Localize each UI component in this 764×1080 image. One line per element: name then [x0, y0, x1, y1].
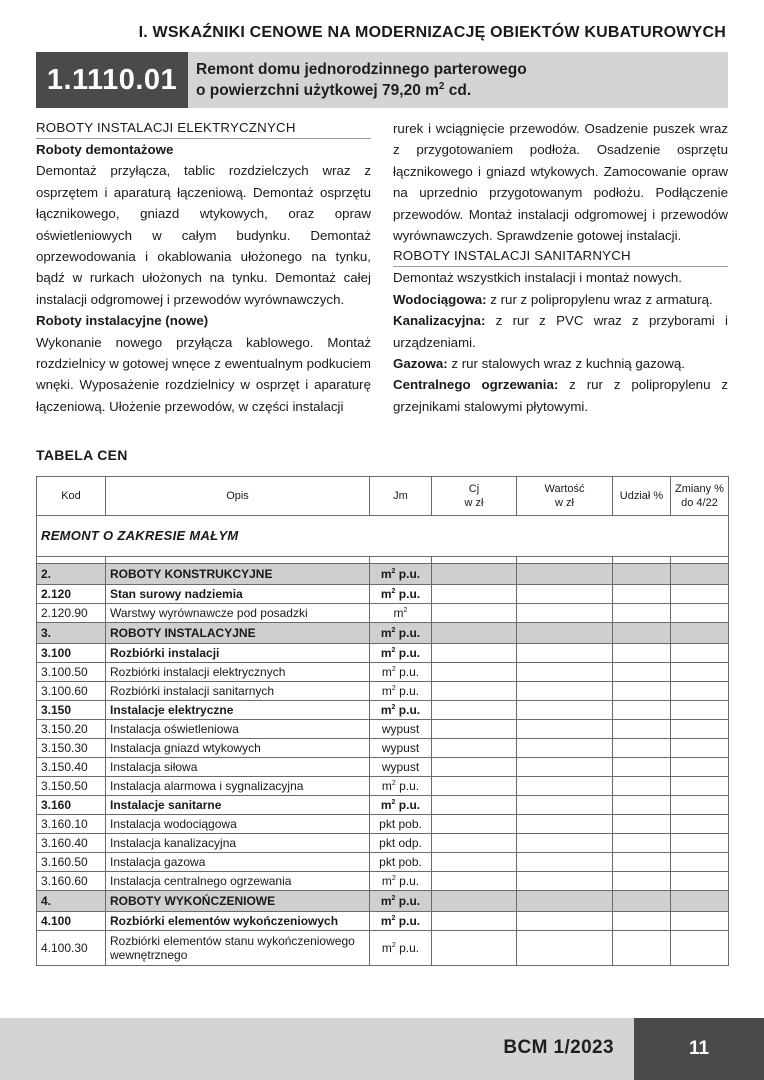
cell-opis: Instalacja gazowa	[106, 853, 370, 872]
table-row	[37, 644, 729, 663]
section-title: REMONT O ZAKRESIE MAŁYM	[37, 516, 729, 557]
cell-cj	[432, 834, 517, 853]
cell-jm	[370, 815, 432, 834]
cell-udzial	[613, 872, 671, 891]
cell-zmiany	[671, 796, 729, 815]
paragraph-demolition: Demontaż przyłącza, tablic rozdzielczych wraz z osprzętem i aparaturą łączeniową. Demontaż osprzętu łącznikowego, gniazd wtykowych, oraz opraw oświetleniowych w całym budynku. Demontaż oprzewodowania i okablowania ułożonego na tynku, bądź w rurkach ułożonych na tynku. Demontaż całej instalacji odgromowej i przewodów wyrównawczych.	[36, 163, 371, 307]
cell-wartosc	[517, 585, 613, 604]
cell-udzial	[613, 663, 671, 682]
unit-text: m	[381, 665, 392, 679]
table-row	[37, 796, 729, 815]
cell-cj	[432, 853, 517, 872]
unit-suffix: p.u.	[395, 914, 421, 928]
price-table-body	[37, 516, 729, 966]
table-row	[37, 891, 729, 912]
cell-udzial	[613, 682, 671, 701]
section-heading-electrical: ROBOTY INSTALACJI ELEKTRYCZNYCH	[36, 118, 371, 139]
header-band	[36, 52, 728, 108]
cell-cj	[432, 585, 517, 604]
cell-udzial	[613, 758, 671, 777]
unit-text: m	[380, 703, 392, 717]
cell-cj	[432, 739, 517, 758]
cell-zmiany	[671, 604, 729, 623]
cell-jm	[370, 872, 432, 891]
table-row	[37, 739, 729, 758]
subheading-demolition: Roboty demontażowe	[36, 142, 174, 157]
table-row	[37, 720, 729, 739]
cell-wartosc	[517, 853, 613, 872]
cell-opis: Rozbiórki instalacji elektrycznych	[106, 663, 370, 682]
cell-zmiany	[671, 891, 729, 912]
unit-sup: 2	[391, 568, 396, 575]
unit-text: m	[380, 626, 392, 640]
cell-kod: 3.150.20	[37, 720, 106, 739]
cell-cj	[432, 663, 517, 682]
cell-zmiany	[671, 777, 729, 796]
page-number: 11	[634, 1018, 764, 1080]
table-row	[37, 758, 729, 777]
cell-zmiany	[671, 663, 729, 682]
unit-text: m	[380, 587, 392, 601]
cell-zmiany	[671, 912, 729, 931]
cell-wartosc	[517, 758, 613, 777]
cell-udzial	[613, 720, 671, 739]
paragraph-continuation: rurek i wciągnięcie przewodów. Osadzenie puszek wraz z przygotowaniem podłoża. Osadzenie osprzętu łącznikowego i gniazd wtykowych. Zamocowanie opraw na uprzednio przygotowanym podłożu. Podłączenie przewodów. Montaż instalacji odgromowej i przewodów wyrównawczych. Sprawdzenie gotowej instalacji.	[393, 121, 728, 244]
cell-zmiany	[671, 931, 729, 966]
cell-udzial	[613, 891, 671, 912]
cell-opis: ROBOTY WYKOŃCZENIOWE	[106, 891, 370, 912]
cell-wartosc	[517, 777, 613, 796]
cell-jm	[370, 720, 432, 739]
unit-sup: 2	[391, 588, 396, 595]
unit-text: m	[380, 798, 392, 812]
cell-kod: 3.160.60	[37, 872, 106, 891]
cell-zmiany	[671, 564, 729, 585]
table-row	[37, 564, 729, 585]
header-jm: Jm	[370, 477, 432, 516]
cell-opis: Instalacja kanalizacyjna	[106, 834, 370, 853]
table-row	[37, 585, 729, 604]
cell-wartosc	[517, 701, 613, 720]
cell-udzial	[613, 815, 671, 834]
sanitary-item-label: Kanalizacyjna:	[393, 313, 486, 329]
cell-kod: 3.150	[37, 701, 106, 720]
cell-zmiany	[671, 720, 729, 739]
table-row	[37, 604, 729, 623]
footer-band	[0, 1018, 634, 1080]
header-title-sup: 2	[438, 80, 445, 92]
header-zmiany: Zmiany % do 4/22	[671, 477, 729, 516]
cell-opis: Rozbiórki elementów wykończeniowych	[106, 912, 370, 931]
cell-udzial	[613, 739, 671, 758]
cell-opis: Instalacja centralnego ogrzewania	[106, 872, 370, 891]
cell-wartosc	[517, 815, 613, 834]
table-row	[37, 682, 729, 701]
unit-sup: 2	[391, 942, 396, 949]
header-opis: Opis	[106, 477, 370, 516]
unit-suffix: p.u.	[395, 587, 421, 601]
cell-cj	[432, 644, 517, 663]
table-spacer-row	[37, 557, 729, 564]
unit-text: wypust	[381, 722, 420, 736]
unit-text: m	[380, 914, 392, 928]
cell-cj	[432, 796, 517, 815]
cell-kod: 3.160.50	[37, 853, 106, 872]
cell-opis: Instalacja alarmowa i sygnalizacyjna	[106, 777, 370, 796]
cell-kod: 2.120	[37, 585, 106, 604]
unit-suffix: p.u.	[395, 874, 420, 888]
cell-jm	[370, 777, 432, 796]
cell-opis: Instalacja oświetleniowa	[106, 720, 370, 739]
cell-wartosc	[517, 872, 613, 891]
unit-suffix: p.u.	[395, 779, 420, 793]
unit-text: m	[381, 874, 392, 888]
table-row	[37, 777, 729, 796]
cell-zmiany	[671, 623, 729, 644]
unit-suffix: p.u.	[395, 646, 421, 660]
paragraph-sanitary: Demontaż wszystkich instalacji i montaż nowych.	[393, 270, 682, 286]
cell-jm	[370, 931, 432, 966]
unit-text: m	[380, 646, 392, 660]
table-section-row	[37, 516, 729, 557]
unit-text: wypust	[381, 741, 420, 755]
header-title-line2: o powierzchni użytkowej 79,20 m	[196, 82, 439, 99]
cell-kod: 4.	[37, 891, 106, 912]
table-header-row	[37, 477, 729, 516]
cell-jm	[370, 912, 432, 931]
unit-sup: 2	[391, 780, 396, 787]
table-row	[37, 815, 729, 834]
sanitary-item-text: z rur z PVC wraz z przyborami i urządzeniami.	[393, 313, 728, 350]
unit-text: m	[380, 894, 392, 908]
cell-zmiany	[671, 834, 729, 853]
cell-kod: 2.120.90	[37, 604, 106, 623]
sanitary-item-label: Centralnego ogrzewania:	[393, 377, 559, 393]
header-cj: Cj w zł	[432, 477, 517, 516]
table-row	[37, 834, 729, 853]
cell-udzial	[613, 585, 671, 604]
unit-sup: 2	[391, 915, 396, 922]
cell-zmiany	[671, 701, 729, 720]
paragraph-installation: Wykonanie nowego przyłącza kablowego. Montaż rozdzielnicy w gotowej wnęce z ewentualnym podkuciem wnęki. Wyposażenie rozdzielnicy w osprzęt i aparaturę łączeniową. Ułożenie przewodów, w części instalacji	[36, 334, 371, 414]
cell-udzial	[613, 931, 671, 966]
cell-wartosc	[517, 891, 613, 912]
cell-wartosc	[517, 663, 613, 682]
cell-opis: ROBOTY KONSTRUKCYJNE	[106, 564, 370, 585]
price-table	[36, 476, 729, 966]
unit-text: pkt pob.	[379, 855, 422, 869]
cell-udzial	[613, 604, 671, 623]
unit-suffix: p.u.	[395, 798, 421, 812]
cell-zmiany	[671, 644, 729, 663]
unit-suffix: p.u.	[395, 941, 420, 955]
cell-udzial	[613, 834, 671, 853]
cell-wartosc	[517, 682, 613, 701]
cell-zmiany	[671, 739, 729, 758]
header-kod: Kod	[37, 477, 106, 516]
cell-jm	[370, 701, 432, 720]
cell-kod: 4.100.30	[37, 931, 106, 966]
cell-kod: 3.160	[37, 796, 106, 815]
cell-opis: ROBOTY INSTALACYJNE	[106, 623, 370, 644]
unit-sup: 2	[391, 685, 396, 692]
unit-suffix: p.u.	[395, 894, 421, 908]
cell-cj	[432, 720, 517, 739]
cell-cj	[432, 912, 517, 931]
cell-kod: 3.150.40	[37, 758, 106, 777]
cell-udzial	[613, 701, 671, 720]
header-title-line1: Remont domu jednorodzinnego parterowego	[196, 61, 527, 78]
cell-opis: Rozbiórki instalacji	[106, 644, 370, 663]
cell-opis: Rozbiórki instalacji sanitarnych	[106, 682, 370, 701]
cell-kod: 3.	[37, 623, 106, 644]
unit-text: wypust	[381, 760, 420, 774]
cell-jm	[370, 834, 432, 853]
unit-suffix: p.u.	[395, 567, 421, 581]
header-wartosc: Wartość w zł	[517, 477, 613, 516]
cell-cj	[432, 682, 517, 701]
unit-text: m	[381, 779, 392, 793]
sanitary-item-label: Wodociągowa:	[393, 291, 487, 307]
header-udzial: Udział %	[613, 477, 671, 516]
unit-sup: 2	[391, 647, 396, 654]
sanitary-item	[393, 374, 728, 417]
cell-zmiany	[671, 758, 729, 777]
cell-cj	[432, 815, 517, 834]
unit-sup: 2	[391, 704, 396, 711]
cell-jm	[370, 585, 432, 604]
cell-opis: Instalacja gniazd wtykowych	[106, 739, 370, 758]
cell-jm	[370, 604, 432, 623]
table-row	[37, 912, 729, 931]
cell-opis: Rozbiórki elementów stanu wykończeniowego wewnętrznego	[106, 931, 370, 966]
table-row	[37, 853, 729, 872]
unit-sup: 2	[391, 666, 396, 673]
cell-jm	[370, 739, 432, 758]
cell-opis: Warstwy wyrównawcze pod posadzki	[106, 604, 370, 623]
cell-wartosc	[517, 739, 613, 758]
cell-wartosc	[517, 604, 613, 623]
unit-suffix: p.u.	[395, 626, 421, 640]
cell-udzial	[613, 777, 671, 796]
unit-sup: 2	[391, 627, 396, 634]
table-row	[37, 623, 729, 644]
cell-kod: 3.100	[37, 644, 106, 663]
cell-jm	[370, 644, 432, 663]
cell-opis: Instalacja siłowa	[106, 758, 370, 777]
cell-jm	[370, 623, 432, 644]
cell-cj	[432, 872, 517, 891]
unit-sup: 2	[391, 895, 396, 902]
unit-text: m	[381, 684, 392, 698]
cell-wartosc	[517, 912, 613, 931]
header-title-suffix: cd.	[444, 82, 472, 99]
sanitary-item-text: z rur z polipropylenu z grzejnikami stalowymi płytowymi.	[393, 377, 728, 414]
unit-text: pkt odp.	[379, 836, 422, 850]
cell-jm	[370, 891, 432, 912]
unit-sup: 2	[391, 875, 396, 882]
cell-zmiany	[671, 815, 729, 834]
cell-jm	[370, 564, 432, 585]
cell-cj	[432, 623, 517, 644]
cell-kod: 3.150.50	[37, 777, 106, 796]
cell-cj	[432, 931, 517, 966]
cell-jm	[370, 758, 432, 777]
cell-cj	[432, 777, 517, 796]
unit-text: m	[381, 941, 392, 955]
sanitary-item	[393, 310, 728, 353]
cell-zmiany	[671, 872, 729, 891]
left-column	[36, 118, 371, 417]
header-title	[196, 59, 527, 101]
unit-suffix: p.u.	[395, 684, 420, 698]
cell-cj	[432, 758, 517, 777]
cell-kod: 3.100.60	[37, 682, 106, 701]
cell-udzial	[613, 623, 671, 644]
unit-suffix: p.u.	[395, 703, 421, 717]
cell-opis: Instalacja wodociągowa	[106, 815, 370, 834]
sanitary-items	[393, 289, 728, 417]
unit-suffix: p.u.	[395, 665, 420, 679]
cell-udzial	[613, 796, 671, 815]
unit-text: m	[380, 567, 392, 581]
table-row	[37, 872, 729, 891]
catalog-code: 1.1110.01	[36, 52, 188, 108]
cell-kod: 3.160.40	[37, 834, 106, 853]
unit-sup: 2	[391, 799, 396, 806]
unit-text: m	[393, 606, 404, 620]
right-column	[393, 118, 728, 417]
cell-opis: Instalacje sanitarne	[106, 796, 370, 815]
cell-kod: 3.150.30	[37, 739, 106, 758]
cell-wartosc	[517, 644, 613, 663]
cell-cj	[432, 604, 517, 623]
cell-cj	[432, 564, 517, 585]
cell-wartosc	[517, 623, 613, 644]
table-row	[37, 931, 729, 966]
cell-kod: 4.100	[37, 912, 106, 931]
cell-jm	[370, 853, 432, 872]
table-caption: TABELA CEN	[36, 447, 128, 463]
cell-cj	[432, 701, 517, 720]
cell-opis: Stan surowy nadziemia	[106, 585, 370, 604]
sanitary-item-text: z rur z polipropylenu wraz z armaturą.	[486, 291, 713, 307]
cell-jm	[370, 663, 432, 682]
cell-cj	[432, 891, 517, 912]
cell-zmiany	[671, 682, 729, 701]
unit-sup: 2	[403, 607, 408, 614]
cell-kod: 3.100.50	[37, 663, 106, 682]
sanitary-item	[393, 289, 728, 310]
cell-udzial	[613, 564, 671, 585]
cell-jm	[370, 682, 432, 701]
chapter-title: I. WSKAŹNIKI CENOWE NA MODERNIZACJĘ OBIEKTÓW KUBATUROWYCH	[138, 24, 726, 41]
cell-wartosc	[517, 564, 613, 585]
table-row	[37, 663, 729, 682]
cell-udzial	[613, 912, 671, 931]
cell-wartosc	[517, 834, 613, 853]
cell-opis: Instalacje elektryczne	[106, 701, 370, 720]
cell-wartosc	[517, 931, 613, 966]
subheading-installation: Roboty instalacyjne (nowe)	[36, 313, 209, 329]
cell-udzial	[613, 853, 671, 872]
sanitary-item-label: Gazowa:	[393, 356, 448, 372]
description-columns	[36, 118, 728, 436]
table-row	[37, 701, 729, 720]
cell-udzial	[613, 644, 671, 663]
cell-wartosc	[517, 720, 613, 739]
unit-text: pkt pob.	[379, 817, 422, 831]
journal-issue: BCM 1/2023	[503, 1037, 614, 1058]
sanitary-item-text: z rur stalowych wraz z kuchnią gazową.	[447, 356, 685, 372]
cell-zmiany	[671, 853, 729, 872]
cell-jm	[370, 796, 432, 815]
section-heading-sanitary: ROBOTY INSTALACJI SANITARNYCH	[393, 246, 728, 267]
cell-zmiany	[671, 585, 729, 604]
cell-kod: 3.160.10	[37, 815, 106, 834]
sanitary-item	[393, 353, 728, 374]
cell-wartosc	[517, 796, 613, 815]
cell-kod: 2.	[37, 564, 106, 585]
